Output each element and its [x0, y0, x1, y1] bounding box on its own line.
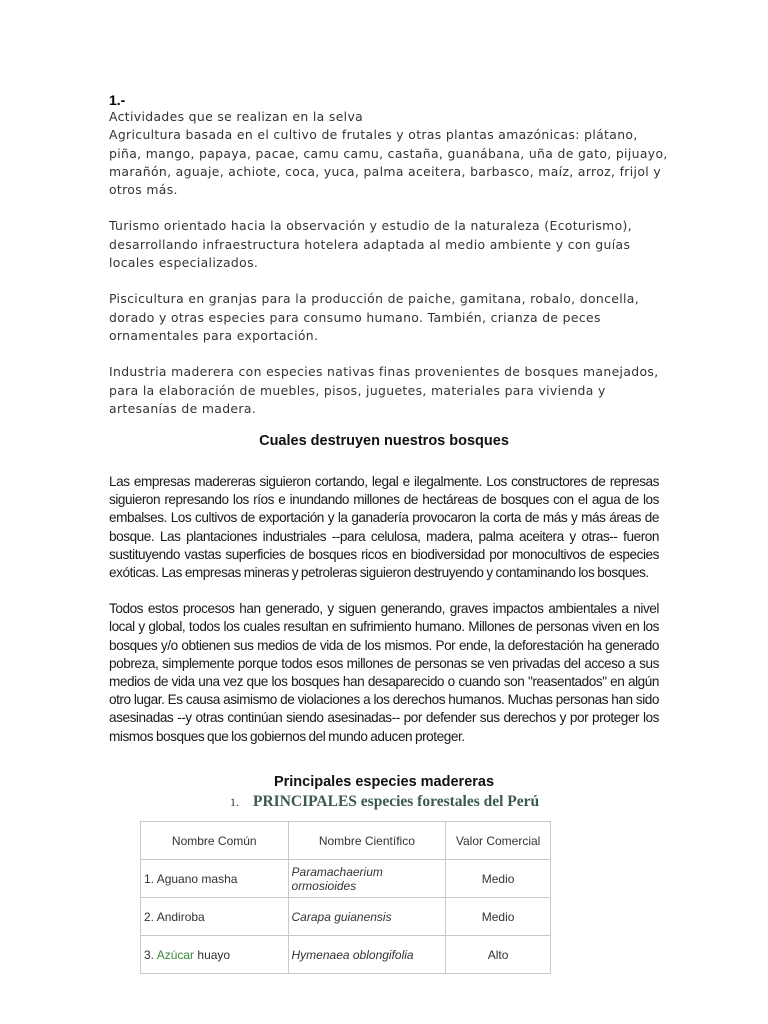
section-destroyers — [109, 473, 659, 746]
common-name-cell: 3. Azúcar huayo — [141, 936, 289, 974]
species-table — [140, 821, 551, 974]
commercial-value-cell: Medio — [446, 860, 551, 898]
commercial-value-cell: Medio — [446, 898, 551, 936]
column-header: Nombre Común — [141, 822, 289, 860]
commercial-value-cell: Alto — [446, 936, 551, 974]
paragraph-destroyers-1: Las empresas madereras siguieron cortando, legal e ilegalmente. Los constructores de represas siguieron represando los ríos e inundando millones de hectáreas de bosques con el agua de los embalses. Los cultivos de exportación y la ganadería provocaron la corta de más y más áreas de bosque. Las plantaciones industriales --para celulosa, madera, palma aceitera y otras-- fueron sustituyendo vastas superficies de bosques ricos en biodiversidad por monocultivos de especies exóticas. Las empresas mineras y petroleras siguieron destruyendo y contaminando los bosques. — [109, 474, 659, 581]
section-title: Actividades que se realizan en la selva — [109, 109, 364, 124]
paragraph-tourism: Turismo orientado hacia la observación y estudio de la naturaleza (Ecoturismo), desarrollando infraestructura hotelera adaptada al medio ambiente y con guías locales especializados. — [109, 218, 632, 271]
column-header: Nombre Científico — [288, 822, 446, 860]
paragraph-destroyers-2: Todos estos procesos han generado, y siguen generando, graves impactos ambientales a nivel local y global, todos los cuales resultan en sufrimiento humano. Millones de personas viven en los bosques y/o obtienen sus medios de vida de los mismos. Por ende, la deforestación ha generado pobreza, simplemente porque todos esos millones de personas se ven privadas del acceso a sus medios de vida una vez que los bosques han desaparecido o cuando son "reasentados" en algún otro lugar. Es causa asimismo de violaciones a los derechos humanos. Muchas personas han sido asesinadas --y otras continúan siendo asesinadas-- por defender sus derechos y por proteger los mismos bosques que los gobiernos del mundo aducen proteger. — [109, 601, 659, 744]
scientific-name-cell: Hymenaea oblongifolia — [288, 936, 446, 974]
scientific-name-cell: Carapa guianensis — [288, 898, 446, 936]
subheading-number: 1. — [230, 795, 239, 809]
scientific-name-cell: Paramachaerium ormosioides — [288, 860, 446, 898]
table-header-row — [141, 822, 551, 860]
table-row — [141, 860, 551, 898]
paragraph-agriculture: Agricultura basada en el cultivo de frutales y otras plantas amazónicas: plátano, piña, mango, papaya, pacae, camu camu, castaña, guanábana, uña de gato, pijuayo, marañón, aguaje, achiote, coca, yuca, palma aceitera, barbasco, maíz, arroz, frijol y otros más. — [109, 127, 668, 198]
table-row — [141, 936, 551, 974]
heading-forest-destroyers: Cuales destruyen nuestros bosques — [259, 433, 509, 449]
paragraph-fish-farming: Piscicultura en granjas para la producción de paiche, gamitana, robalo, doncella, dorado y otras especies para consumo humano. También, crianza de peces ornamentales para exportación. — [109, 291, 640, 343]
subheading-forest-species — [230, 793, 539, 811]
section-number: 1.- — [109, 92, 126, 108]
table-row — [141, 898, 551, 936]
azucar-link[interactable]: Azúcar — [156, 947, 195, 962]
common-name-cell: 1. Aguano masha — [141, 860, 289, 898]
common-name-cell: 2. Andiroba — [141, 898, 289, 936]
section-activities — [109, 92, 669, 418]
paragraph-timber-industry: Industria maderera con especies nativas finas provenientes de bosques manejados, para la elaboración de muebles, pisos, juguetes, materiales para vivienda y artesanías de madera. — [109, 364, 659, 416]
subheading-title: PRINCIPALES especies forestales del Perú — [253, 793, 540, 810]
heading-timber-species: Principales especies madereras — [273, 774, 495, 790]
column-header: Valor Comercial — [446, 822, 551, 860]
